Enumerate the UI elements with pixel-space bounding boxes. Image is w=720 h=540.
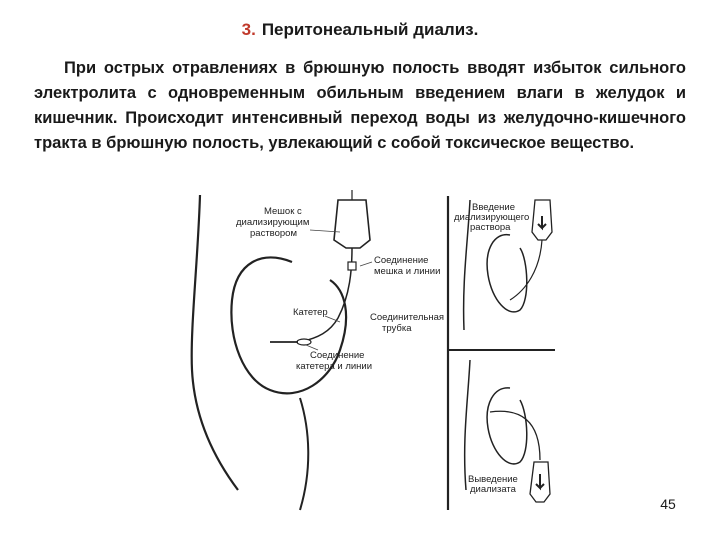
label-outflow: Выведение диализата (468, 474, 518, 495)
connecting-tube-line (300, 248, 352, 342)
label-catheter: Катетер (293, 307, 328, 318)
body-paragraph: При острых отравлениях в брюшную полость вводят избыток сильного электролита с одновременным обильным введением влаги в желудок и кишечник. Происходит интенсивный переход воды из желудочно-кишечного тракта в брюшную полость, увлекающий с собой токсическое вещество. (34, 59, 686, 152)
abdomen-outline (231, 258, 346, 394)
dialysis-bag (334, 200, 370, 248)
slide-title: Перитонеальный диализ. (261, 20, 479, 39)
bag-line-connector (348, 262, 356, 270)
label-catheter-line-connection: Соединение катетера и линии (296, 350, 373, 372)
label-bag: Мешок с диализирующим раствором (236, 206, 310, 239)
catheter-line-connector (297, 339, 311, 345)
label-inflow: Введение диализирующего раствора (454, 202, 530, 233)
outflow-arrow (536, 474, 544, 488)
label-bag-line-connection: Соединение мешка и линии (374, 255, 441, 277)
body-outline (192, 195, 238, 490)
back-curve (300, 398, 308, 510)
label-connecting-tube: Соединительная трубка (370, 312, 445, 334)
page-number: 45 (660, 496, 676, 512)
slide-number: 3. (241, 20, 256, 39)
inflow-arrow (538, 216, 546, 228)
